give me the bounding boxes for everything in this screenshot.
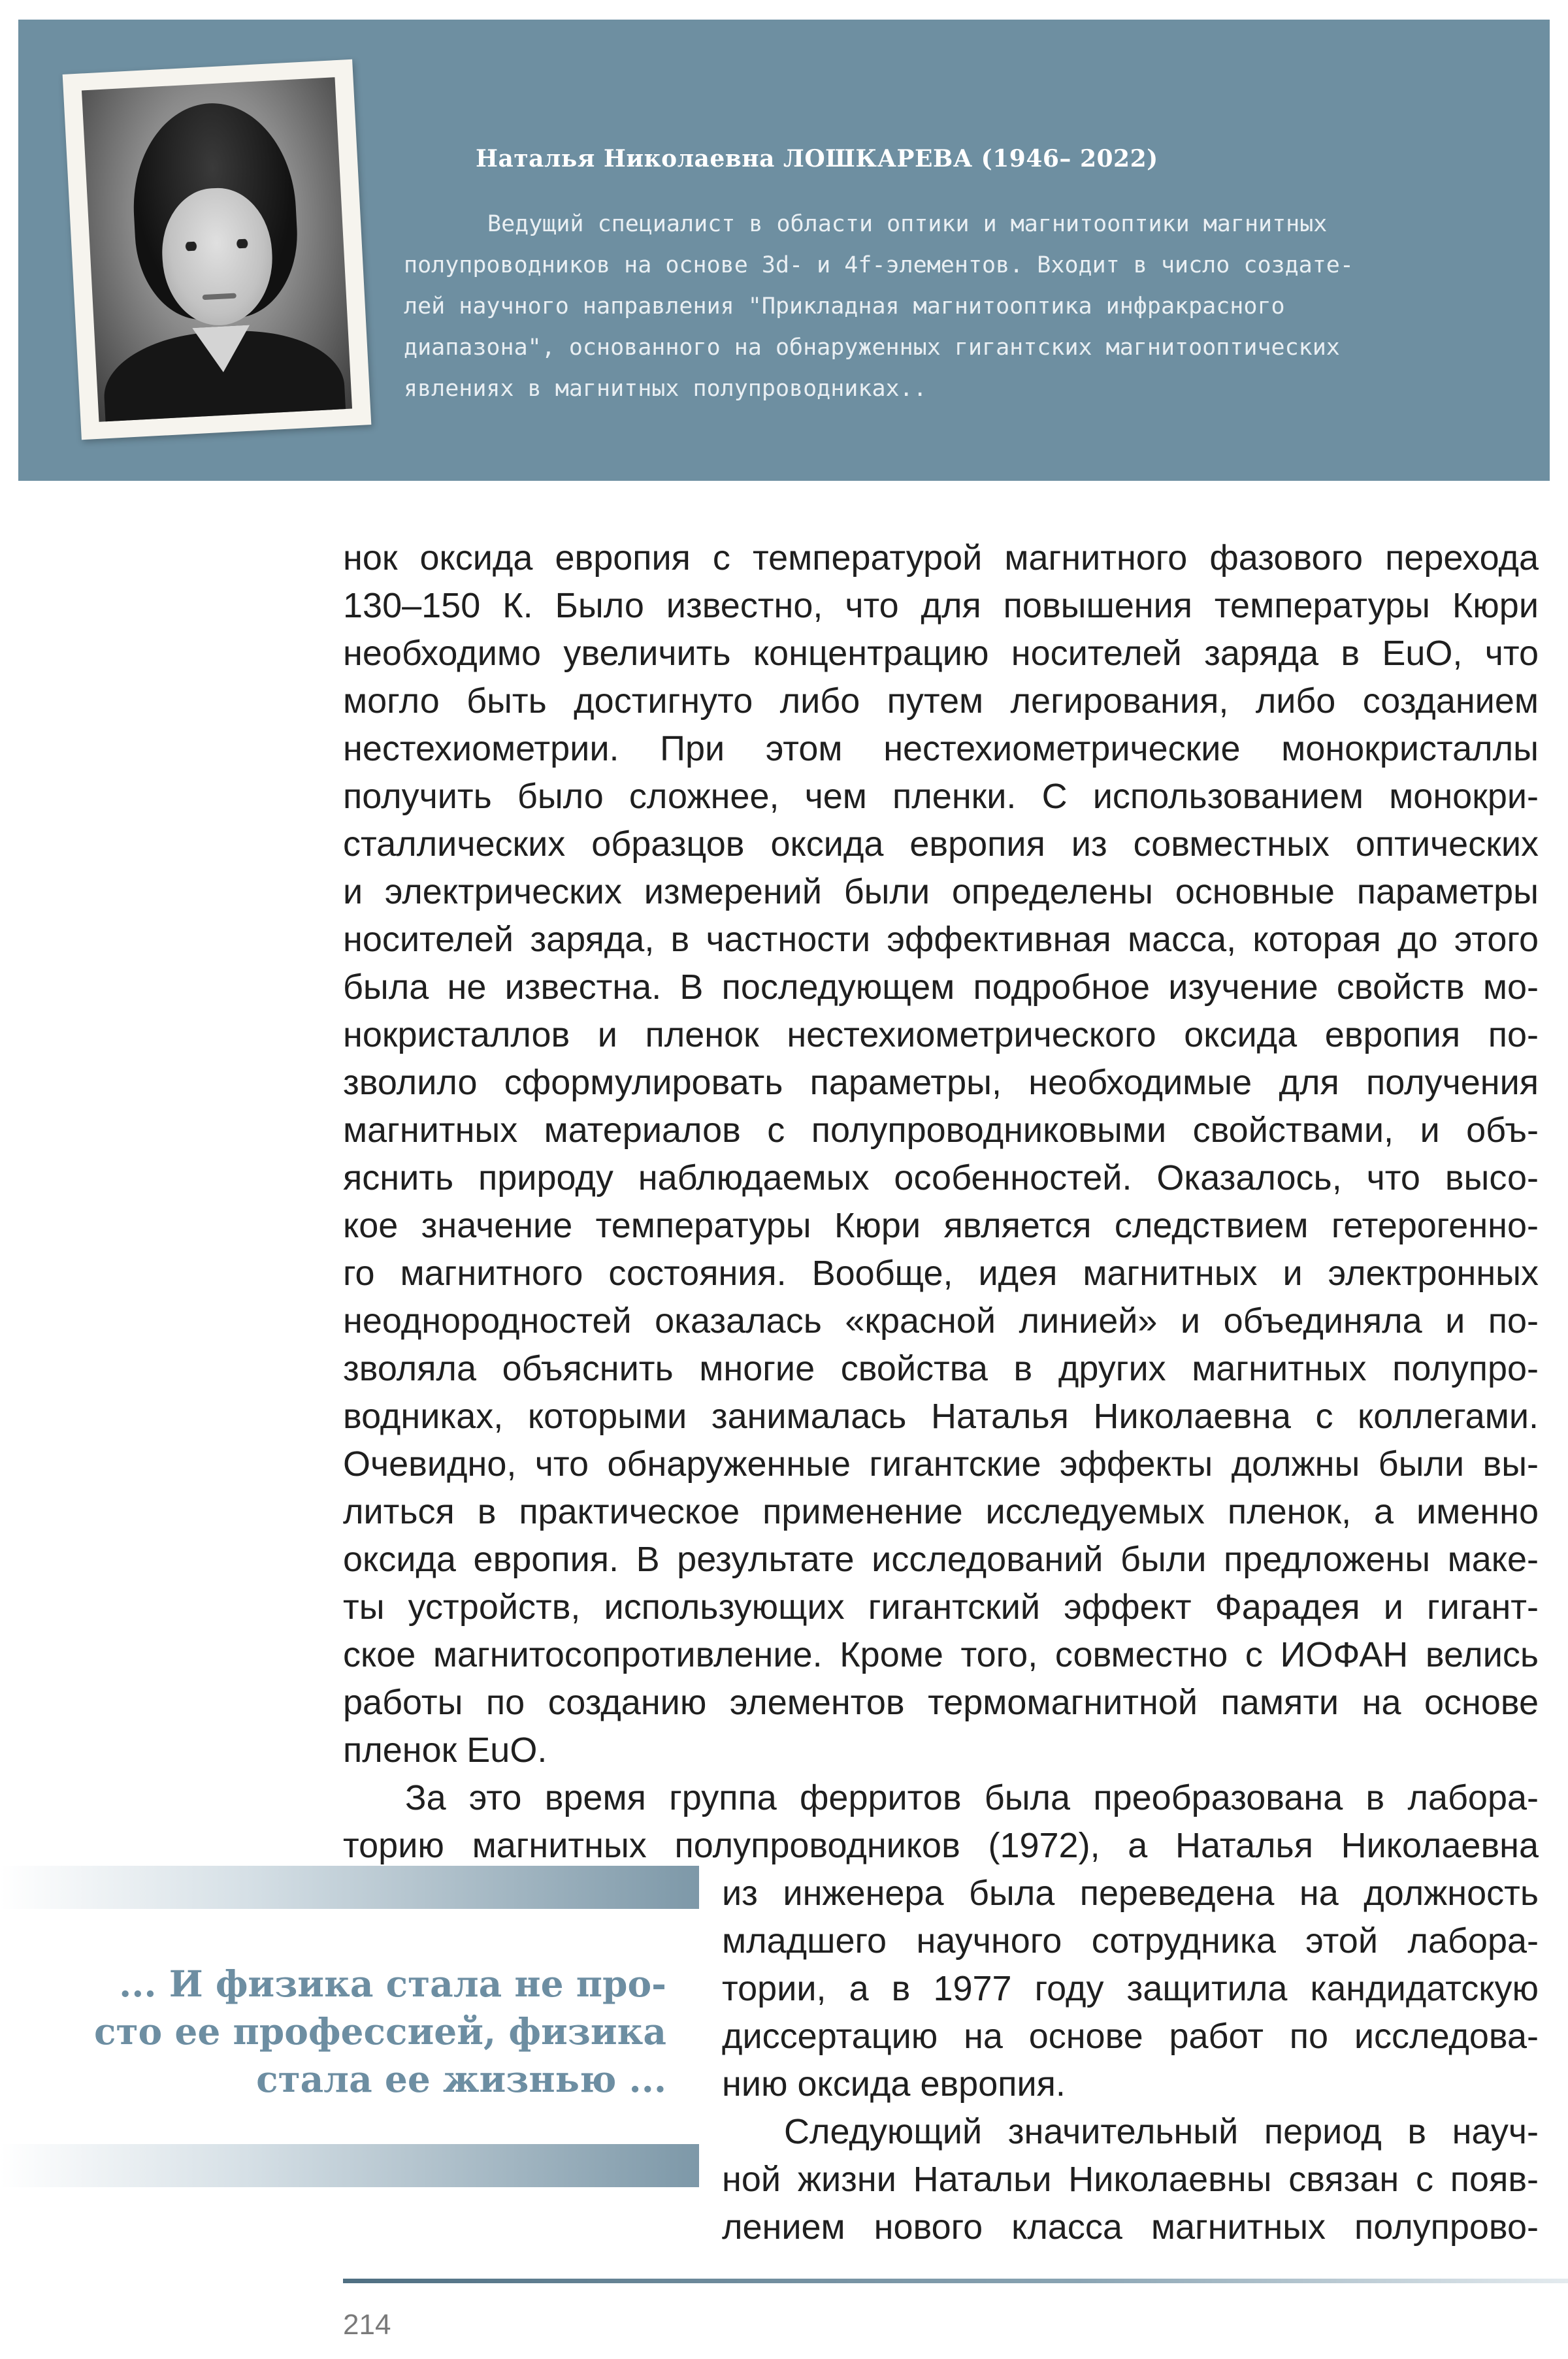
body-line: торию магнитных полупроводников (1972), а Наталья Николаевна [343, 1826, 1539, 1865]
body-line: работы по созданию элементов термомагнитной памяти на основе [343, 1683, 1539, 1722]
footer-divider [343, 2279, 1568, 2283]
description-line: лей научного направления "Прикладная магнитооптика инфракрасного [404, 293, 1285, 319]
body-line: За это время группа ферритов была преобразована в лабора- [405, 1778, 1539, 1817]
body-line: диссертацию на основе работ по исследова- [722, 2017, 1539, 2056]
body-line: неоднородностей оказалась «красной линией» и объединяла и по- [343, 1301, 1539, 1341]
pull-quote-line: сто ее профессией, физика [93, 2010, 666, 2053]
body-line: из инженера была переведена на должность [722, 1874, 1539, 1913]
body-line: Очевидно, что обнаруженные гигантские эффекты должны были вы- [343, 1444, 1539, 1484]
body-line: ское магнитосопротивление. Кроме того, совместно с ИОФАН велись [343, 1635, 1539, 1674]
pull-quote [13, 1960, 666, 2103]
person-description [404, 204, 1488, 410]
body-line: ной жизни Натальи Николаевны связан с появ- [722, 2160, 1539, 2199]
body-line: кое значение температуры Кюри является следствием гетерогенно- [343, 1206, 1539, 1245]
body-line: сталлических образцов оксида европия из совместных оптических [343, 824, 1539, 864]
body-line: нок оксида европия с температурой магнитного фазового перехода [343, 538, 1539, 578]
body-line: младшего научного сотрудника этой лабора- [722, 1921, 1539, 1960]
body-line: и электрических измерений были определены основные параметры [343, 872, 1539, 911]
body-line: пленок EuO. [343, 1731, 547, 1770]
body-line: тории, а в 1977 году защитила кандидатскую [722, 1969, 1539, 2008]
body-line: необходимо увеличить концентрацию носителей заряда в EuO, что [343, 634, 1539, 673]
body-line: зволило сформулировать параметры, необходимые для получения [343, 1063, 1539, 1102]
body-line: нокристаллов и пленок нестехиометрического оксида европия по- [343, 1015, 1539, 1054]
body-line: лением нового класса магнитных полупрово- [722, 2207, 1539, 2247]
quote-decoration-top [0, 1866, 699, 1909]
body-line: носителей заряда, в частности эффективная масса, которая до этого [343, 920, 1539, 959]
body-line: ты устройств, использующих гигантский эффект Фарадея и гигант- [343, 1587, 1539, 1627]
body-line: го магнитного состояния. Вообще, идея магнитных и электронных [343, 1254, 1539, 1293]
pull-quote-line: ... И физика стала не про- [119, 1962, 666, 2005]
body-line: могло быть достигнуто либо путем легирования, либо созданием [343, 681, 1539, 721]
description-line: явлениях в магнитных полупроводниках.. [404, 376, 927, 402]
body-line: получить было сложнее, чем пленки. С использованием монокри- [343, 777, 1539, 816]
body-line: водниках, которыми занималась Наталья Николаевна с коллегами. [343, 1397, 1539, 1436]
body-line: зволяла объяснить многие свойства в других магнитных полупро- [343, 1349, 1539, 1388]
description-line: полупроводников на основе 3d- и 4f-элементов. Входит в число создате- [404, 252, 1354, 278]
body-line: оксида европия. В результате исследований были предложены маке- [343, 1540, 1539, 1579]
body-line: литься в практическое применение исследуемых пленок, а именно [343, 1492, 1539, 1531]
portrait-photo [63, 59, 372, 440]
body-line: магнитных материалов с полупроводниковыми свойствами, и объ- [343, 1111, 1539, 1150]
body-line: яснить природу наблюдаемых особенностей. Оказалось, что высо- [343, 1158, 1539, 1197]
biography-banner [18, 20, 1550, 481]
body-line: Следующий значительный период в науч- [784, 2112, 1539, 2151]
portrait-image [82, 77, 352, 422]
body-line: нию оксида европия. [722, 2064, 1066, 2104]
description-line: диапазона", основанного на обнаруженных гигантских магнитооптических [404, 334, 1340, 361]
pull-quote-line: стала ее жизнью ... [256, 2058, 666, 2100]
body-line: 130–150 К. Было известно, что для повышения температуры Кюри [343, 586, 1539, 625]
body-line: была не известна. В последующем подробное изучение свойств мо- [343, 968, 1539, 1007]
body-line: нестехиометрии. При этом нестехиометрические монокристаллы [343, 729, 1539, 768]
page-number: 214 [343, 2309, 391, 2341]
person-name-heading: Наталья Николаевна ЛОШКАРЕВА (1946– 2022) [476, 145, 1158, 172]
description-line: Ведущий специалист в области оптики и магнитооптики магнитных [487, 211, 1328, 237]
quote-decoration-bottom [0, 2144, 699, 2187]
